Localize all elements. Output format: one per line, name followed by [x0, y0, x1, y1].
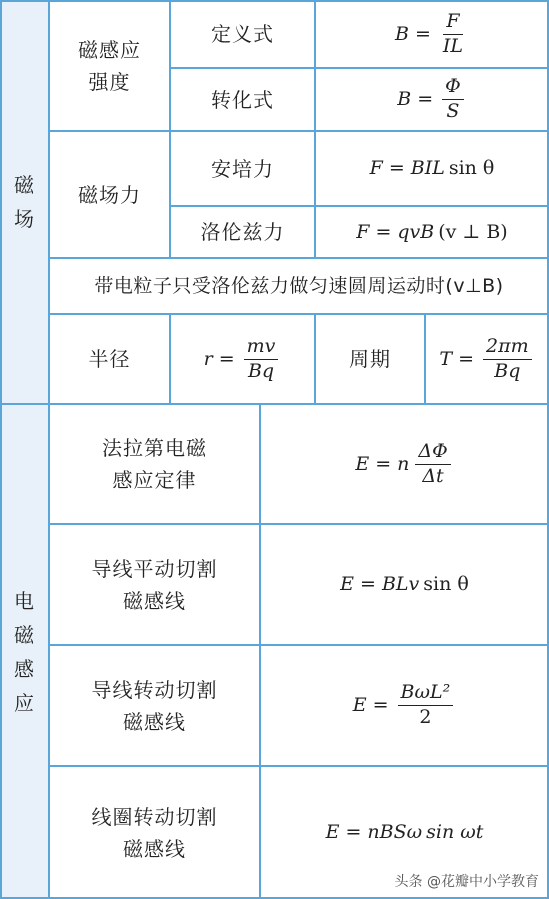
period-label: 周期 [349, 347, 391, 371]
section-char: 电 [14, 588, 35, 613]
rotating-wire-label: 导线转动切割 磁感线 [91, 677, 218, 734]
section-divider [0, 403, 549, 405]
divider [169, 314, 171, 404]
field-force-label: 磁场力 [78, 182, 141, 207]
circular-motion-title: 带电粒子只受洛伦兹力做匀速圆周运动时(v⊥B) [94, 274, 504, 297]
faraday-label: 法拉第电磁 感应定律 [102, 436, 207, 492]
divider [49, 313, 549, 315]
radius-formula: r = $\frac{mv}{Bq}$ [170, 314, 315, 404]
divider [49, 765, 549, 767]
ampere-label: 安培力 [211, 156, 274, 181]
divider [49, 644, 549, 646]
divider [424, 314, 426, 404]
b-field-label: 磁感应 强度 [78, 37, 141, 94]
faraday-formula: E = n $\frac{\Delta\Phi}{\Delta t}$ [260, 404, 549, 524]
border-top [0, 0, 549, 2]
ampere-formula: F = BIL sin θ [369, 157, 495, 180]
linear-cut-label: 导线平动切割 磁感线 [91, 556, 218, 613]
section-char: 应 [14, 690, 35, 715]
definition-label: 定义式 [211, 22, 274, 46]
divider [170, 205, 549, 207]
section-magnetic-field [0, 0, 49, 404]
period-formula: T = $\frac{2\pi m}{Bq}$ [425, 314, 549, 404]
divider [49, 257, 549, 259]
divider [49, 130, 549, 132]
section-char: 场 [14, 207, 35, 231]
watermark: 头条 @花瓣中小学教育 [394, 874, 539, 890]
divider [259, 404, 261, 899]
rotating-wire-formula: E = $\frac{\text{BωL²}}{2}$ [260, 645, 549, 766]
linear-cut-formula: E = BLv sin θ [340, 573, 469, 596]
section-char: 感 [14, 656, 35, 681]
section-char: 磁 [14, 173, 35, 197]
divider [170, 67, 549, 69]
conversion-formula: B = $\frac{\Phi}{S}$ [315, 68, 549, 131]
rotating-coil-formula: E = nBSω sin ωt [325, 821, 484, 844]
radius-label: 半径 [88, 347, 131, 371]
lorentz-formula: F = qvB (v ⊥ B) [356, 220, 508, 243]
divider [169, 0, 171, 258]
divider [49, 523, 549, 525]
side-divider [48, 0, 50, 899]
definition-formula: B = $\frac{F}{IL}$ [394, 9, 463, 57]
conversion-label: 转化式 [211, 87, 274, 112]
rotating-coil-label: 线圈转动切割 磁感线 [91, 804, 218, 861]
lorentz-label: 洛伦兹力 [200, 220, 285, 244]
divider [314, 0, 316, 258]
section-char: 磁 [14, 622, 35, 647]
section-induction [0, 404, 49, 899]
border-left [0, 0, 2, 899]
divider [314, 314, 316, 404]
